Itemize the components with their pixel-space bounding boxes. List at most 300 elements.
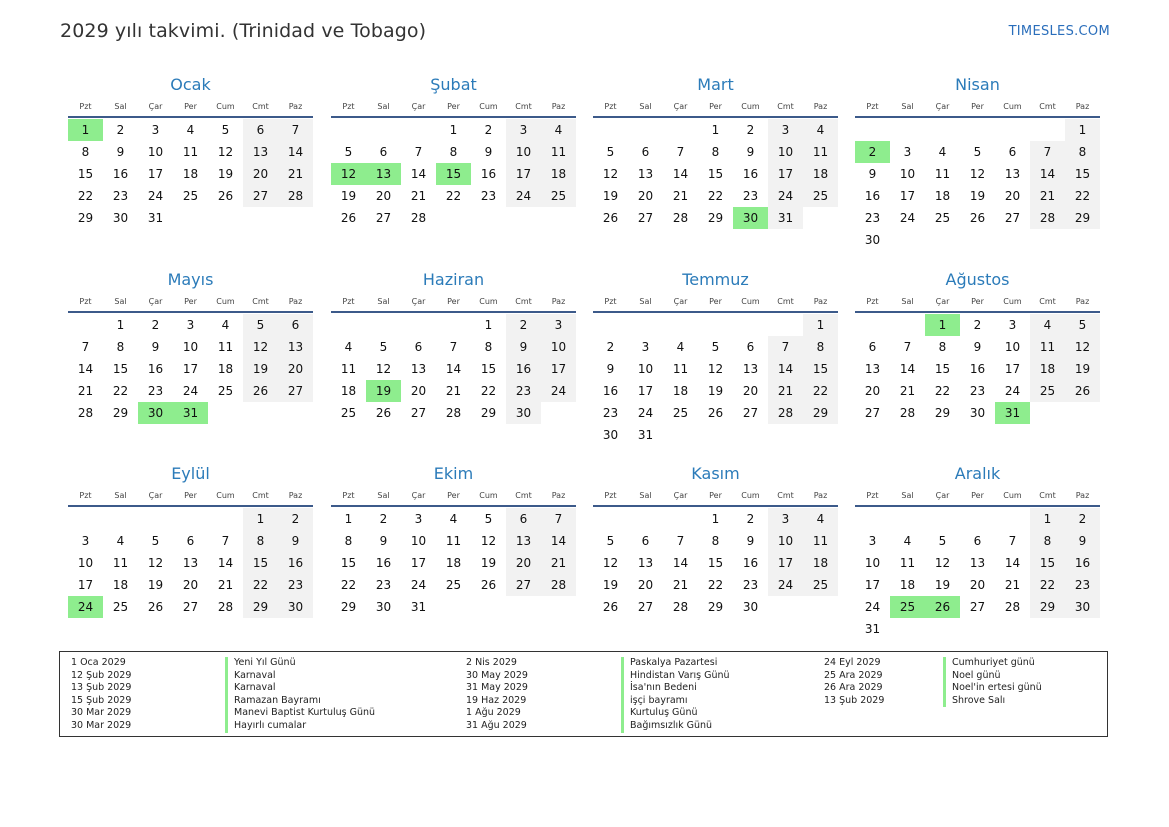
empty-cell bbox=[628, 508, 663, 530]
empty-cell bbox=[401, 314, 436, 336]
legend-row bbox=[71, 694, 321, 708]
day-cell: 5 bbox=[606, 145, 615, 159]
day-cell: 23 bbox=[969, 384, 986, 398]
holiday-day-cell: 12 bbox=[331, 163, 366, 185]
day-cell: 23 bbox=[375, 578, 392, 592]
empty-cell bbox=[68, 314, 103, 336]
day-cell: 11 bbox=[803, 530, 838, 552]
day-cell: 13 bbox=[742, 362, 759, 376]
day-cell: 17 bbox=[637, 384, 654, 398]
day-cell: 18 bbox=[899, 578, 916, 592]
empty-cell bbox=[663, 119, 698, 141]
day-cell: 16 bbox=[112, 167, 129, 181]
empty-cell bbox=[173, 508, 208, 530]
day-cell: 7 bbox=[1008, 534, 1017, 548]
weekday-label: Sal bbox=[901, 491, 914, 500]
day-cell: 28 bbox=[278, 185, 313, 207]
day-cell: 28 bbox=[541, 574, 576, 596]
empty-cell bbox=[366, 119, 401, 141]
day-cell: 25 bbox=[934, 211, 951, 225]
weekday-header bbox=[331, 294, 576, 309]
day-cell: 3 bbox=[81, 534, 90, 548]
day-cell: 13 bbox=[182, 556, 199, 570]
day-cell: 9 bbox=[868, 167, 877, 181]
day-cell: 2 bbox=[116, 123, 125, 137]
holiday-day-cell: 30 bbox=[733, 207, 768, 229]
day-cell: 3 bbox=[903, 145, 912, 159]
day-cell: 26 bbox=[147, 600, 164, 614]
day-cell: 16 bbox=[864, 189, 881, 203]
day-cell: 22 bbox=[112, 384, 129, 398]
day-cell: 9 bbox=[116, 145, 125, 159]
day-cell: 29 bbox=[340, 600, 357, 614]
weekday-label: Cmt bbox=[1039, 297, 1056, 306]
day-cell: 29 bbox=[707, 211, 724, 225]
day-cell: 1 bbox=[1030, 508, 1065, 530]
holiday-date: 1 Ağu 2029 bbox=[466, 707, 521, 719]
day-cell: 28 bbox=[768, 402, 803, 424]
day-cell: 25 bbox=[217, 384, 234, 398]
day-cell: 20 bbox=[969, 578, 986, 592]
day-cell: 25 bbox=[672, 406, 689, 420]
empty-cell bbox=[855, 119, 890, 141]
day-cell: 7 bbox=[414, 145, 423, 159]
holiday-date: 25 Ara 2029 bbox=[824, 669, 883, 681]
header-rule bbox=[331, 505, 576, 507]
header-rule bbox=[855, 311, 1100, 313]
day-cell: 30 bbox=[742, 600, 759, 614]
day-cell: 23 bbox=[480, 189, 497, 203]
weekday-label: Cum bbox=[741, 102, 760, 111]
day-cell: 7 bbox=[449, 340, 458, 354]
day-cell: 8 bbox=[116, 340, 125, 354]
day-cell: 16 bbox=[742, 556, 759, 570]
holiday-name: Ramazan Bayramı bbox=[225, 695, 321, 708]
day-cell: 2 bbox=[973, 318, 982, 332]
weekday-label: Çar bbox=[935, 102, 950, 111]
holiday-name: Kurtuluş Günü bbox=[621, 707, 697, 720]
day-cell: 21 bbox=[278, 163, 313, 185]
day-cell: 26 bbox=[480, 578, 497, 592]
legend-row bbox=[466, 694, 688, 708]
day-cell: 28 bbox=[1004, 600, 1021, 614]
weekday-label: Sal bbox=[377, 297, 390, 306]
day-cell: 10 bbox=[541, 336, 576, 358]
weekday-label: Sal bbox=[377, 102, 390, 111]
day-cell: 3 bbox=[506, 119, 541, 141]
day-cell: 28 bbox=[899, 406, 916, 420]
empty-cell bbox=[925, 508, 960, 530]
day-cell: 23 bbox=[278, 574, 313, 596]
day-cell: 27 bbox=[410, 406, 427, 420]
weekday-label: Cum bbox=[1003, 102, 1022, 111]
day-cell: 27 bbox=[864, 406, 881, 420]
day-cell: 21 bbox=[445, 384, 462, 398]
weekday-label: Paz bbox=[813, 491, 828, 500]
day-cell: 6 bbox=[379, 145, 388, 159]
day-cell: 11 bbox=[934, 167, 951, 181]
legend-row bbox=[466, 669, 730, 683]
day-cell: 30 bbox=[375, 600, 392, 614]
day-cell: 4 bbox=[1030, 314, 1065, 336]
day-cell: 2 bbox=[379, 512, 388, 526]
day-cell: 8 bbox=[344, 534, 353, 548]
holiday-date: 13 Şub 2029 bbox=[71, 682, 132, 694]
day-cell: 3 bbox=[186, 318, 195, 332]
day-cell: 29 bbox=[707, 600, 724, 614]
day-cell: 13 bbox=[278, 336, 313, 358]
day-cell: 3 bbox=[151, 123, 160, 137]
day-cell: 17 bbox=[864, 578, 881, 592]
day-cell: 22 bbox=[803, 380, 838, 402]
day-cell: 8 bbox=[711, 534, 720, 548]
day-cell: 4 bbox=[344, 340, 353, 354]
holiday-legend bbox=[59, 651, 1108, 737]
weekday-label: Per bbox=[447, 102, 460, 111]
header-rule bbox=[855, 505, 1100, 507]
day-cell: 18 bbox=[445, 556, 462, 570]
day-grid bbox=[331, 119, 576, 229]
weekday-label: Pzt bbox=[79, 491, 92, 500]
day-cell: 9 bbox=[606, 362, 615, 376]
month-name: Mart bbox=[697, 75, 734, 94]
day-cell: 20 bbox=[637, 578, 654, 592]
day-cell: 26 bbox=[602, 211, 619, 225]
weekday-label: Per bbox=[447, 491, 460, 500]
day-cell: 29 bbox=[112, 406, 129, 420]
day-cell: 20 bbox=[1004, 189, 1021, 203]
day-cell: 6 bbox=[746, 340, 755, 354]
day-cell: 5 bbox=[344, 145, 353, 159]
day-cell: 21 bbox=[672, 189, 689, 203]
month-block bbox=[331, 463, 576, 618]
day-cell: 15 bbox=[934, 362, 951, 376]
day-cell: 23 bbox=[112, 189, 129, 203]
legend-row bbox=[71, 669, 276, 683]
day-cell: 14 bbox=[445, 362, 462, 376]
legend-row bbox=[71, 719, 307, 733]
empty-cell bbox=[138, 508, 173, 530]
holiday-date: 31 Ağu 2029 bbox=[466, 719, 527, 731]
weekday-label: Çar bbox=[411, 102, 426, 111]
holiday-day-cell: 1 bbox=[68, 119, 103, 141]
day-cell: 17 bbox=[541, 358, 576, 380]
weekday-label: Sal bbox=[639, 491, 652, 500]
header-rule bbox=[331, 116, 576, 118]
empty-cell bbox=[855, 314, 890, 336]
day-cell: 22 bbox=[445, 189, 462, 203]
day-cell: 14 bbox=[672, 167, 689, 181]
holiday-name: Paskalya Pazartesi bbox=[621, 657, 717, 670]
day-cell: 10 bbox=[506, 141, 541, 163]
day-cell: 22 bbox=[1065, 185, 1100, 207]
weekday-label: Çar bbox=[673, 297, 688, 306]
weekday-label: Sal bbox=[901, 102, 914, 111]
weekday-label: Cmt bbox=[252, 297, 269, 306]
holiday-name: Bağımsızlık Günü bbox=[621, 720, 712, 733]
day-cell: 1 bbox=[711, 123, 720, 137]
weekday-label: Paz bbox=[813, 102, 828, 111]
day-cell: 5 bbox=[973, 145, 982, 159]
month-name: Aralık bbox=[954, 464, 1001, 483]
weekday-label: Çar bbox=[673, 102, 688, 111]
day-cell: 9 bbox=[151, 340, 160, 354]
day-cell: 11 bbox=[899, 556, 916, 570]
day-cell: 5 bbox=[151, 534, 160, 548]
weekday-label: Pzt bbox=[79, 102, 92, 111]
day-cell: 15 bbox=[707, 556, 724, 570]
day-cell: 21 bbox=[1030, 185, 1065, 207]
empty-cell bbox=[960, 119, 995, 141]
header-rule bbox=[593, 505, 838, 507]
day-cell: 29 bbox=[1065, 207, 1100, 229]
weekday-label: Sal bbox=[639, 297, 652, 306]
day-cell: 11 bbox=[541, 141, 576, 163]
day-cell: 24 bbox=[1004, 384, 1021, 398]
weekday-label: Sal bbox=[114, 491, 127, 500]
day-cell: 27 bbox=[637, 600, 654, 614]
empty-cell bbox=[628, 314, 663, 336]
month-name: Eylül bbox=[171, 464, 210, 483]
day-cell: 11 bbox=[445, 534, 462, 548]
empty-cell bbox=[593, 314, 628, 336]
weekday-label: Per bbox=[709, 491, 722, 500]
month-name: Kasım bbox=[691, 464, 740, 483]
day-cell: 4 bbox=[803, 119, 838, 141]
day-cell: 5 bbox=[243, 314, 278, 336]
month-block bbox=[593, 269, 838, 446]
day-cell: 25 bbox=[541, 185, 576, 207]
day-cell: 11 bbox=[803, 141, 838, 163]
weekday-label: Cum bbox=[479, 102, 498, 111]
day-cell: 29 bbox=[77, 211, 94, 225]
empty-cell bbox=[331, 119, 366, 141]
day-cell: 8 bbox=[484, 340, 493, 354]
day-cell: 23 bbox=[742, 578, 759, 592]
day-cell: 13 bbox=[506, 530, 541, 552]
day-cell: 26 bbox=[375, 406, 392, 420]
weekday-label: Pzt bbox=[866, 102, 879, 111]
day-cell: 29 bbox=[1030, 596, 1065, 618]
day-cell: 9 bbox=[746, 534, 755, 548]
day-cell: 28 bbox=[1030, 207, 1065, 229]
weekday-label: Sal bbox=[114, 297, 127, 306]
day-cell: 12 bbox=[969, 167, 986, 181]
header-rule bbox=[68, 311, 313, 313]
day-cell: 11 bbox=[1030, 336, 1065, 358]
page-title: 2029 yılı takvimi. (Trinidad ve Tobago) bbox=[60, 20, 427, 42]
empty-cell bbox=[436, 314, 471, 336]
day-cell: 13 bbox=[1004, 167, 1021, 181]
day-cell: 2 bbox=[484, 123, 493, 137]
weekday-label: Pzt bbox=[604, 102, 617, 111]
day-cell: 17 bbox=[1004, 362, 1021, 376]
day-cell: 12 bbox=[243, 336, 278, 358]
day-cell: 9 bbox=[506, 336, 541, 358]
day-cell: 14 bbox=[1004, 556, 1021, 570]
day-cell: 14 bbox=[1030, 163, 1065, 185]
holiday-day-cell: 13 bbox=[366, 163, 401, 185]
day-cell: 6 bbox=[641, 534, 650, 548]
weekday-label: Çar bbox=[411, 297, 426, 306]
day-cell: 26 bbox=[1065, 380, 1100, 402]
day-cell: 10 bbox=[899, 167, 916, 181]
day-cell: 30 bbox=[506, 402, 541, 424]
empty-cell bbox=[366, 314, 401, 336]
day-cell: 6 bbox=[506, 508, 541, 530]
day-cell: 5 bbox=[1065, 314, 1100, 336]
day-cell: 9 bbox=[484, 145, 493, 159]
day-cell: 31 bbox=[864, 622, 881, 636]
day-cell: 20 bbox=[243, 163, 278, 185]
day-cell: 16 bbox=[506, 358, 541, 380]
day-cell: 25 bbox=[112, 600, 129, 614]
holiday-date: 15 Şub 2029 bbox=[71, 694, 132, 706]
day-cell: 18 bbox=[182, 167, 199, 181]
day-cell: 7 bbox=[768, 336, 803, 358]
weekday-label: Per bbox=[184, 102, 197, 111]
day-cell: 6 bbox=[278, 314, 313, 336]
day-cell: 6 bbox=[868, 340, 877, 354]
weekday-label: Cmt bbox=[515, 491, 532, 500]
day-cell: 19 bbox=[147, 578, 164, 592]
weekday-header bbox=[331, 99, 576, 114]
day-cell: 6 bbox=[973, 534, 982, 548]
day-cell: 7 bbox=[278, 119, 313, 141]
day-cell: 5 bbox=[379, 340, 388, 354]
empty-cell bbox=[208, 508, 243, 530]
holiday-date: 2 Nis 2029 bbox=[466, 657, 517, 668]
day-cell: 24 bbox=[899, 211, 916, 225]
day-cell: 23 bbox=[864, 211, 881, 225]
day-cell: 27 bbox=[182, 600, 199, 614]
holiday-name: Yeni Yıl Günü bbox=[225, 657, 296, 670]
weekday-label: Per bbox=[709, 297, 722, 306]
day-cell: 14 bbox=[541, 530, 576, 552]
day-cell: 7 bbox=[541, 508, 576, 530]
weekday-label: Pzt bbox=[79, 297, 92, 306]
day-cell: 12 bbox=[147, 556, 164, 570]
day-cell: 25 bbox=[803, 574, 838, 596]
day-cell: 1 bbox=[803, 314, 838, 336]
day-cell: 18 bbox=[672, 384, 689, 398]
header-rule bbox=[593, 311, 838, 313]
day-cell: 13 bbox=[969, 556, 986, 570]
empty-cell bbox=[593, 508, 628, 530]
day-cell: 16 bbox=[1065, 552, 1100, 574]
empty-cell bbox=[663, 508, 698, 530]
day-cell: 5 bbox=[606, 534, 615, 548]
day-cell: 18 bbox=[934, 189, 951, 203]
day-cell: 6 bbox=[641, 145, 650, 159]
day-cell: 10 bbox=[410, 534, 427, 548]
weekday-label: Cum bbox=[216, 297, 235, 306]
brand-link[interactable]: TIMESLES.COM bbox=[1008, 24, 1110, 39]
holiday-date: 30 May 2029 bbox=[466, 669, 528, 681]
holiday-day-cell: 15 bbox=[436, 163, 471, 185]
empty-cell bbox=[890, 314, 925, 336]
day-grid bbox=[855, 314, 1100, 424]
weekday-label: Çar bbox=[411, 491, 426, 500]
day-cell: 12 bbox=[375, 362, 392, 376]
day-cell: 19 bbox=[1065, 358, 1100, 380]
weekday-label: Pzt bbox=[342, 491, 355, 500]
day-cell: 11 bbox=[112, 556, 129, 570]
weekday-label: Pzt bbox=[866, 297, 879, 306]
day-cell: 1 bbox=[711, 512, 720, 526]
month-block bbox=[855, 269, 1100, 424]
day-cell: 29 bbox=[243, 596, 278, 618]
weekday-header bbox=[855, 294, 1100, 309]
day-cell: 2 bbox=[151, 318, 160, 332]
day-cell: 23 bbox=[506, 380, 541, 402]
weekday-label: Per bbox=[709, 102, 722, 111]
weekday-label: Pzt bbox=[342, 102, 355, 111]
day-cell: 12 bbox=[480, 534, 497, 548]
day-cell: 24 bbox=[147, 189, 164, 203]
day-cell: 27 bbox=[742, 406, 759, 420]
weekday-label: Cmt bbox=[1039, 102, 1056, 111]
day-cell: 24 bbox=[637, 406, 654, 420]
weekday-label: Per bbox=[184, 491, 197, 500]
day-cell: 23 bbox=[1065, 574, 1100, 596]
weekday-header bbox=[331, 488, 576, 503]
day-cell: 27 bbox=[506, 574, 541, 596]
day-cell: 21 bbox=[768, 380, 803, 402]
day-cell: 24 bbox=[410, 578, 427, 592]
day-cell: 4 bbox=[541, 119, 576, 141]
day-cell: 21 bbox=[672, 578, 689, 592]
day-cell: 3 bbox=[541, 314, 576, 336]
day-cell: 31 bbox=[410, 600, 427, 614]
day-cell: 26 bbox=[969, 211, 986, 225]
day-cell: 18 bbox=[340, 384, 357, 398]
weekday-label: Cmt bbox=[515, 297, 532, 306]
holiday-day-cell: 1 bbox=[925, 314, 960, 336]
day-cell: 9 bbox=[1065, 530, 1100, 552]
weekday-header bbox=[593, 294, 838, 309]
weekday-label: Paz bbox=[813, 297, 828, 306]
day-cell: 20 bbox=[506, 552, 541, 574]
day-cell: 3 bbox=[414, 512, 423, 526]
day-cell: 2 bbox=[278, 508, 313, 530]
weekday-label: Paz bbox=[551, 491, 566, 500]
day-cell: 3 bbox=[868, 534, 877, 548]
day-grid bbox=[593, 119, 838, 229]
day-cell: 19 bbox=[217, 167, 234, 181]
day-grid bbox=[855, 508, 1100, 640]
day-cell: 10 bbox=[182, 340, 199, 354]
weekday-header bbox=[68, 99, 313, 114]
weekday-label: Pzt bbox=[866, 491, 879, 500]
day-cell: 25 bbox=[803, 185, 838, 207]
day-cell: 15 bbox=[803, 358, 838, 380]
day-cell: 15 bbox=[77, 167, 94, 181]
day-cell: 12 bbox=[602, 167, 619, 181]
empty-cell bbox=[995, 119, 1030, 141]
day-cell: 20 bbox=[182, 578, 199, 592]
weekday-label: Paz bbox=[551, 102, 566, 111]
header-rule bbox=[593, 116, 838, 118]
month-block bbox=[855, 463, 1100, 640]
day-cell: 30 bbox=[602, 428, 619, 442]
day-cell: 7 bbox=[903, 340, 912, 354]
legend-row bbox=[824, 669, 1001, 683]
day-cell: 3 bbox=[768, 508, 803, 530]
empty-cell bbox=[68, 508, 103, 530]
day-cell: 12 bbox=[602, 556, 619, 570]
day-grid bbox=[593, 508, 838, 618]
